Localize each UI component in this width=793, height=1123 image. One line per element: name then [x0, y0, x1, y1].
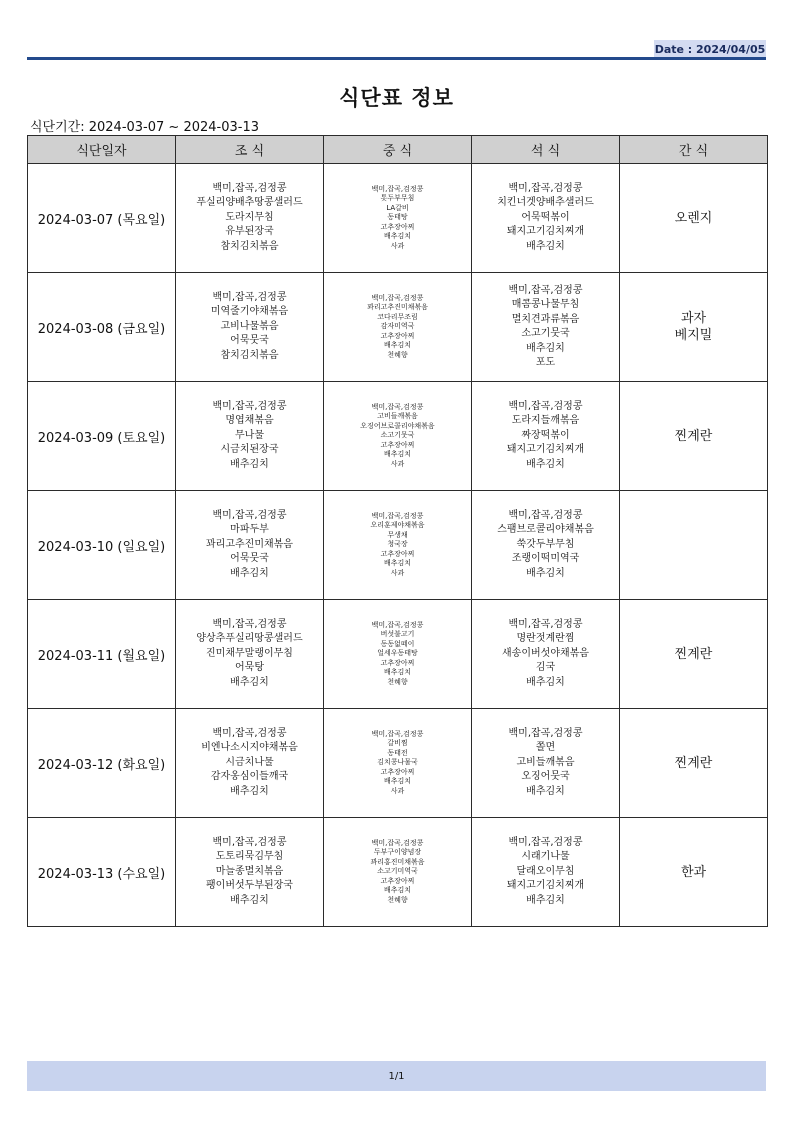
- col-header-date: 식단일자: [28, 136, 176, 164]
- table-row: [28, 164, 768, 273]
- dinner-cell: [472, 818, 620, 927]
- menu-item: 짜장떡볶이: [521, 429, 570, 441]
- menu-item: 백미,잡곡,검정콩: [371, 184, 424, 193]
- menu-item: 사과: [390, 459, 405, 468]
- menu-item: 오렌지: [674, 210, 713, 226]
- menu-item: 고비들깨볶음: [516, 756, 575, 768]
- breakfast-cell: [176, 818, 324, 927]
- menu-item: 돼지고기김치찌개: [506, 444, 585, 456]
- menu-item: 백미,잡곡,검정콩: [212, 727, 287, 739]
- lunch-cell: [324, 709, 472, 818]
- menu-item: 배추김치: [383, 668, 412, 677]
- menu-item: 사과: [390, 241, 405, 250]
- menu-item: 갈비찜: [387, 739, 408, 748]
- menu-item: 유부된장국: [225, 226, 274, 238]
- menu-item: 소고기미역국: [377, 867, 418, 876]
- menu-item: 꽈리고추진미채볶음: [206, 538, 293, 550]
- menu-item: 백미,잡곡,검정콩: [212, 182, 287, 194]
- menu-item: 멸치견과류볶음: [511, 313, 580, 325]
- menu-item: 어묵탕: [235, 662, 264, 674]
- menu-item: 비엔나소시지야채볶음: [201, 742, 298, 754]
- menu-item: 쫄면: [535, 742, 556, 754]
- date-cell: 2024-03-11 (월요일): [28, 600, 176, 709]
- date-cell: 2024-03-09 (토요일): [28, 382, 176, 491]
- menu-item: 백미,잡곡,검정콩: [371, 402, 424, 411]
- menu-item: 천혜향: [387, 677, 408, 686]
- menu-item: 배추김치: [383, 232, 412, 241]
- menu-item: 꽈리홍진미채볶음: [370, 857, 425, 866]
- menu-item: 사과: [390, 786, 405, 795]
- menu-item: 고추장아찌: [380, 767, 415, 776]
- menu-item: 백미,잡곡,검정콩: [212, 618, 287, 630]
- menu-item: 참치김치볶음: [220, 240, 279, 252]
- col-header-snack: 간 식: [620, 136, 768, 164]
- table-row: [28, 382, 768, 491]
- breakfast-cell: [176, 273, 324, 382]
- menu-item: 찐계란: [674, 646, 713, 662]
- table-row: [28, 491, 768, 600]
- snack-cell: [620, 273, 768, 382]
- menu-item: 배추김치: [230, 785, 269, 797]
- snack-cell: [620, 709, 768, 818]
- col-header-lunch: 중 식: [324, 136, 472, 164]
- menu-item: 배추김치: [526, 342, 565, 354]
- breakfast-cell: [176, 164, 324, 273]
- lunch-cell: [324, 818, 472, 927]
- menu-item: 마파두부: [230, 524, 269, 536]
- menu-item: 배추김치: [383, 450, 412, 459]
- menu-item: 톳두부무침: [380, 194, 415, 203]
- menu-item: 백미,잡곡,검정콩: [508, 284, 583, 296]
- menu-item: 동태전: [387, 748, 408, 757]
- print-date-badge: Date : 2024/04/05: [654, 40, 766, 58]
- menu-item: 배추김치: [526, 240, 565, 252]
- menu-item: 배추김치: [526, 567, 565, 579]
- menu-item: 배추김치: [383, 886, 412, 895]
- menu-item: 배추김치: [230, 894, 269, 906]
- menu-item: 동동없떼이: [380, 639, 415, 648]
- lunch-cell: [324, 382, 472, 491]
- menu-item: 천혜향: [387, 350, 408, 359]
- menu-item: 팽이버섯두부된장국: [206, 880, 293, 892]
- breakfast-cell: [176, 709, 324, 818]
- menu-item: 고추장아찌: [380, 331, 415, 340]
- menu-item: 미역줄기야채볶음: [210, 306, 289, 318]
- menu-item: 매콤콩나물무침: [511, 299, 580, 310]
- menu-item: 한과: [680, 864, 707, 880]
- menu-item: 소고기뭇국: [521, 328, 570, 339]
- menu-item: 조랭이떡미역국: [511, 553, 580, 565]
- menu-item: 돼지고기김치찌개: [506, 880, 585, 892]
- menu-item: 오리훈제야채볶음: [370, 521, 425, 530]
- menu-item: 명엽채볶음: [225, 415, 274, 427]
- menu-item: 어묵떡볶이: [521, 211, 570, 223]
- page-footer: [27, 1061, 766, 1091]
- menu-item: 고추장아찌: [380, 658, 415, 667]
- menu-item: 동태탕: [387, 213, 408, 222]
- breakfast-cell: [176, 491, 324, 600]
- table-row: [28, 818, 768, 927]
- dinner-cell: [472, 491, 620, 600]
- dinner-cell: [472, 709, 620, 818]
- menu-item: 달래오이무침: [516, 865, 575, 877]
- table-row: [28, 600, 768, 709]
- menu-item: 스팸브로콜리야채볶음: [497, 524, 594, 536]
- col-header-dinner: 석 식: [472, 136, 620, 164]
- menu-item: 시래기나물: [521, 851, 570, 863]
- menu-item: 과자: [680, 311, 707, 326]
- menu-item: 진미채무말랭이무침: [206, 647, 293, 659]
- menu-item: 백미,잡곡,검정콩: [508, 400, 583, 412]
- menu-item: 배추김치: [383, 777, 412, 786]
- menu-item: 청국장: [387, 540, 408, 549]
- menu-body: [28, 164, 768, 927]
- menu-item: 무나물: [235, 429, 264, 441]
- menu-item: 백미,잡곡,검정콩: [508, 836, 583, 848]
- breakfast-cell: [176, 382, 324, 491]
- menu-item: 오징어뭇국: [521, 771, 570, 783]
- lunch-cell: [324, 273, 472, 382]
- menu-item: 백미,잡곡,검정콩: [371, 511, 424, 520]
- menu-item: 배추김치: [526, 894, 565, 906]
- menu-item: 고추장아찌: [380, 549, 415, 558]
- menu-item: 두부구이양념장: [373, 848, 422, 857]
- menu-item: 코다리무조림: [377, 312, 418, 321]
- page-number: 1/1: [388, 1070, 405, 1082]
- menu-item: 시금치나물: [225, 756, 274, 768]
- menu-item: 소고기뭇국: [380, 431, 415, 440]
- table-row: [28, 273, 768, 382]
- header-rule: [27, 57, 766, 60]
- snack-cell: [620, 818, 768, 927]
- menu-period: 식단기간: 2024-03-07 ~ 2024-03-13: [30, 120, 260, 135]
- menu-item: LA갈비: [386, 203, 409, 212]
- menu-item: 참치김치볶음: [220, 349, 279, 361]
- menu-item: 배추김치: [526, 458, 565, 470]
- lunch-cell: [324, 491, 472, 600]
- menu-item: 돼지고기김치찌개: [506, 226, 585, 238]
- date-cell: 2024-03-13 (수요일): [28, 818, 176, 927]
- date-cell: 2024-03-12 (화요일): [28, 709, 176, 818]
- menu-item: 시금치된장국: [220, 444, 279, 456]
- menu-item: 천혜향: [387, 895, 408, 904]
- date-cell: 2024-03-07 (목요일): [28, 164, 176, 273]
- menu-item: 백미,잡곡,검정콩: [508, 618, 583, 630]
- menu-item: 배추김치: [230, 458, 269, 470]
- dinner-cell: [472, 382, 620, 491]
- menu-item: 배추김치: [230, 676, 269, 688]
- menu-item: 도라지무침: [225, 211, 274, 223]
- menu-item: 버섯불고기: [380, 630, 415, 639]
- menu-item: 감자미역국: [380, 322, 415, 331]
- menu-item: 김치콩나물국: [377, 758, 418, 767]
- menu-item: 꽈리고추진미채볶음: [367, 303, 428, 312]
- menu-item: 고비들깨볶음: [377, 412, 418, 421]
- snack-cell: [620, 164, 768, 273]
- menu-item: 사과: [390, 568, 405, 577]
- menu-item: 백미,잡곡,검정콩: [371, 620, 424, 629]
- menu-item: 감자옹심이들깨국: [210, 771, 289, 783]
- menu-item: 백미,잡곡,검정콩: [371, 293, 424, 302]
- menu-item: 고추장아찌: [380, 222, 415, 231]
- menu-item: 베지밀: [674, 328, 713, 343]
- dinner-cell: [472, 164, 620, 273]
- lunch-cell: [324, 164, 472, 273]
- menu-item: 백미,잡곡,검정콩: [508, 509, 583, 521]
- menu-item: 찐계란: [674, 428, 713, 444]
- menu-item: 마늘종멸치볶음: [215, 865, 284, 877]
- table-row: [28, 709, 768, 818]
- menu-item: 고추장아찌: [380, 440, 415, 449]
- menu-item: 오징어브로콜리야채볶음: [360, 421, 435, 430]
- menu-item: 어묵뭇국: [230, 335, 269, 347]
- menu-item: 도라지들깨볶음: [511, 415, 580, 427]
- menu-item: 얼세우동태탕: [377, 649, 418, 658]
- page-title: 식단표 정보: [339, 86, 454, 110]
- date-cell: 2024-03-10 (일요일): [28, 491, 176, 600]
- snack-cell: [620, 382, 768, 491]
- menu-item: 쑥갓두부무침: [516, 538, 575, 550]
- menu-item: 배추김치: [230, 567, 269, 579]
- menu-item: 백미,잡곡,검정콩: [508, 182, 583, 194]
- menu-table: [27, 135, 768, 927]
- menu-item: 배추김치: [526, 676, 565, 688]
- menu-header-row: [28, 136, 768, 164]
- dinner-cell: [472, 600, 620, 709]
- menu-item: 어묵뭇국: [230, 553, 269, 565]
- col-header-breakfast: 조 식: [176, 136, 324, 164]
- menu-item: 찐계란: [674, 755, 713, 771]
- menu-item: 김국: [535, 662, 556, 674]
- menu-item: 백미,잡곡,검정콩: [371, 729, 424, 738]
- menu-item: 백미,잡곡,검정콩: [212, 400, 287, 412]
- menu-item: 백미,잡곡,검정콩: [212, 291, 287, 303]
- menu-item: 명란젓계란찜: [516, 633, 575, 645]
- menu-item: 배추김치: [383, 341, 412, 350]
- menu-item: 도토리묵김무침: [215, 851, 284, 863]
- menu-item: 치킨너겟양배추샐러드: [497, 197, 594, 209]
- menu-item: 배추김치: [526, 785, 565, 797]
- menu-item: 양상추푸실리땅콩샐러드: [196, 633, 303, 645]
- menu-item: 백미,잡곡,검정콩: [212, 509, 287, 521]
- menu-item: 백미,잡곡,검정콩: [508, 727, 583, 739]
- snack-cell: [620, 600, 768, 709]
- menu-item: 고추장아찌: [380, 876, 415, 885]
- menu-item: 새송이버섯야채볶음: [502, 647, 589, 659]
- menu-item: 백미,잡곡,검정콩: [212, 836, 287, 848]
- dinner-cell: [472, 273, 620, 382]
- snack-cell: [620, 491, 768, 600]
- menu-item: 푸실리양배추땅콩샐러드: [196, 197, 303, 209]
- breakfast-cell: [176, 600, 324, 709]
- lunch-cell: [324, 600, 472, 709]
- menu-item: 백미,잡곡,검정콩: [371, 838, 424, 847]
- menu-item: 배추김치: [383, 559, 412, 568]
- menu-item: 무생채: [387, 530, 408, 539]
- menu-item: 고비나물볶음: [220, 320, 279, 332]
- menu-item: 포도: [535, 357, 556, 368]
- date-cell: 2024-03-08 (금요일): [28, 273, 176, 382]
